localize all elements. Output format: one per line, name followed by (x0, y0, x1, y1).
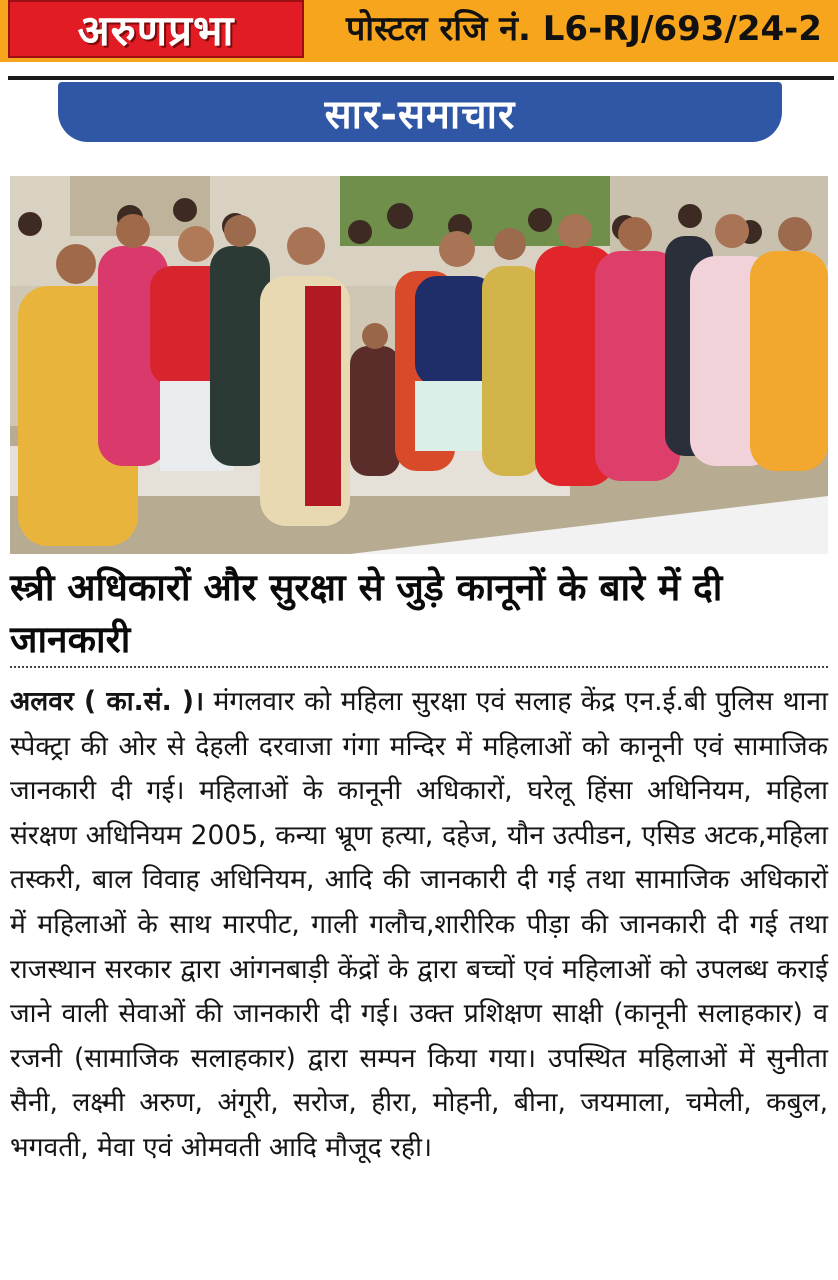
masthead-rule (8, 76, 834, 80)
masthead-band (0, 0, 838, 62)
group-photo-illustration (10, 176, 828, 554)
article-body-text: मंगलवार को महिला सुरक्षा एवं सलाह केंद्र एन.ई.बी पुलिस थाना स्पेक्ट्रा की ओर से देहली दरवाजा गंगा मन्दिर में महिलाओं को कानूनी एवं सामाजिक जानकारी दी गई। महिलाओं के कानूनी अधिकारों, घरेलू हिंसा अधिनियम, महिला संरक्षण अधिनियम 2005, कन्या भ्रूण हत्या, दहेज, यौन उत्पीडन, एसिड अटक,महिला तस्करी, बाल विवाह अधिनियम, आदि की जानकारी दी गई तथा सामाजिक अधिकारों में महिलाओं के साथ मारपीट, गाली गलौच,शारीरिक पीड़ा की जानकारी दी गई तथा राजस्थान सरकार द्वारा आंगनबाड़ी केंद्रों के द्वारा बच्चों एवं महिलाओं को उपलब्ध कराई जाने वाली सेवाओं की जानकारी दी गई। उक्त प्रशिक्षण साक्षी (कानूनी सलाहकार) व रजनी (सामाजिक सलाहकार) द्वारा सम्पन किया गया। उपस्थित महिलाओं में सुनीता सैनी, लक्ष्मी अरुण, अंगूरी, सरोज, हीरा, मोहनी, बीना, जयमाला, चमेली, कबुल, भगवती, मेवा एवं ओमवती आदि मौजूद रही। (10, 686, 828, 1163)
section-banner (58, 82, 782, 142)
logo-text: अरुणप्रभा (77, 5, 235, 55)
headline-divider (10, 666, 828, 668)
group-photo (10, 176, 828, 554)
newspaper-logo (8, 0, 304, 58)
article-body (10, 680, 828, 1171)
postal-registration: पोस्टल रजि नं. L6-RJ/693/24-2 (346, 9, 822, 49)
article-dateline: अलवर ( का.सं. )। (10, 686, 205, 717)
section-title: सार-समाचार (324, 91, 516, 138)
article-headline: स्त्री अधिकारों और सुरक्षा से जुड़े कानूनों के बारे में दी जानकारी (10, 566, 723, 661)
